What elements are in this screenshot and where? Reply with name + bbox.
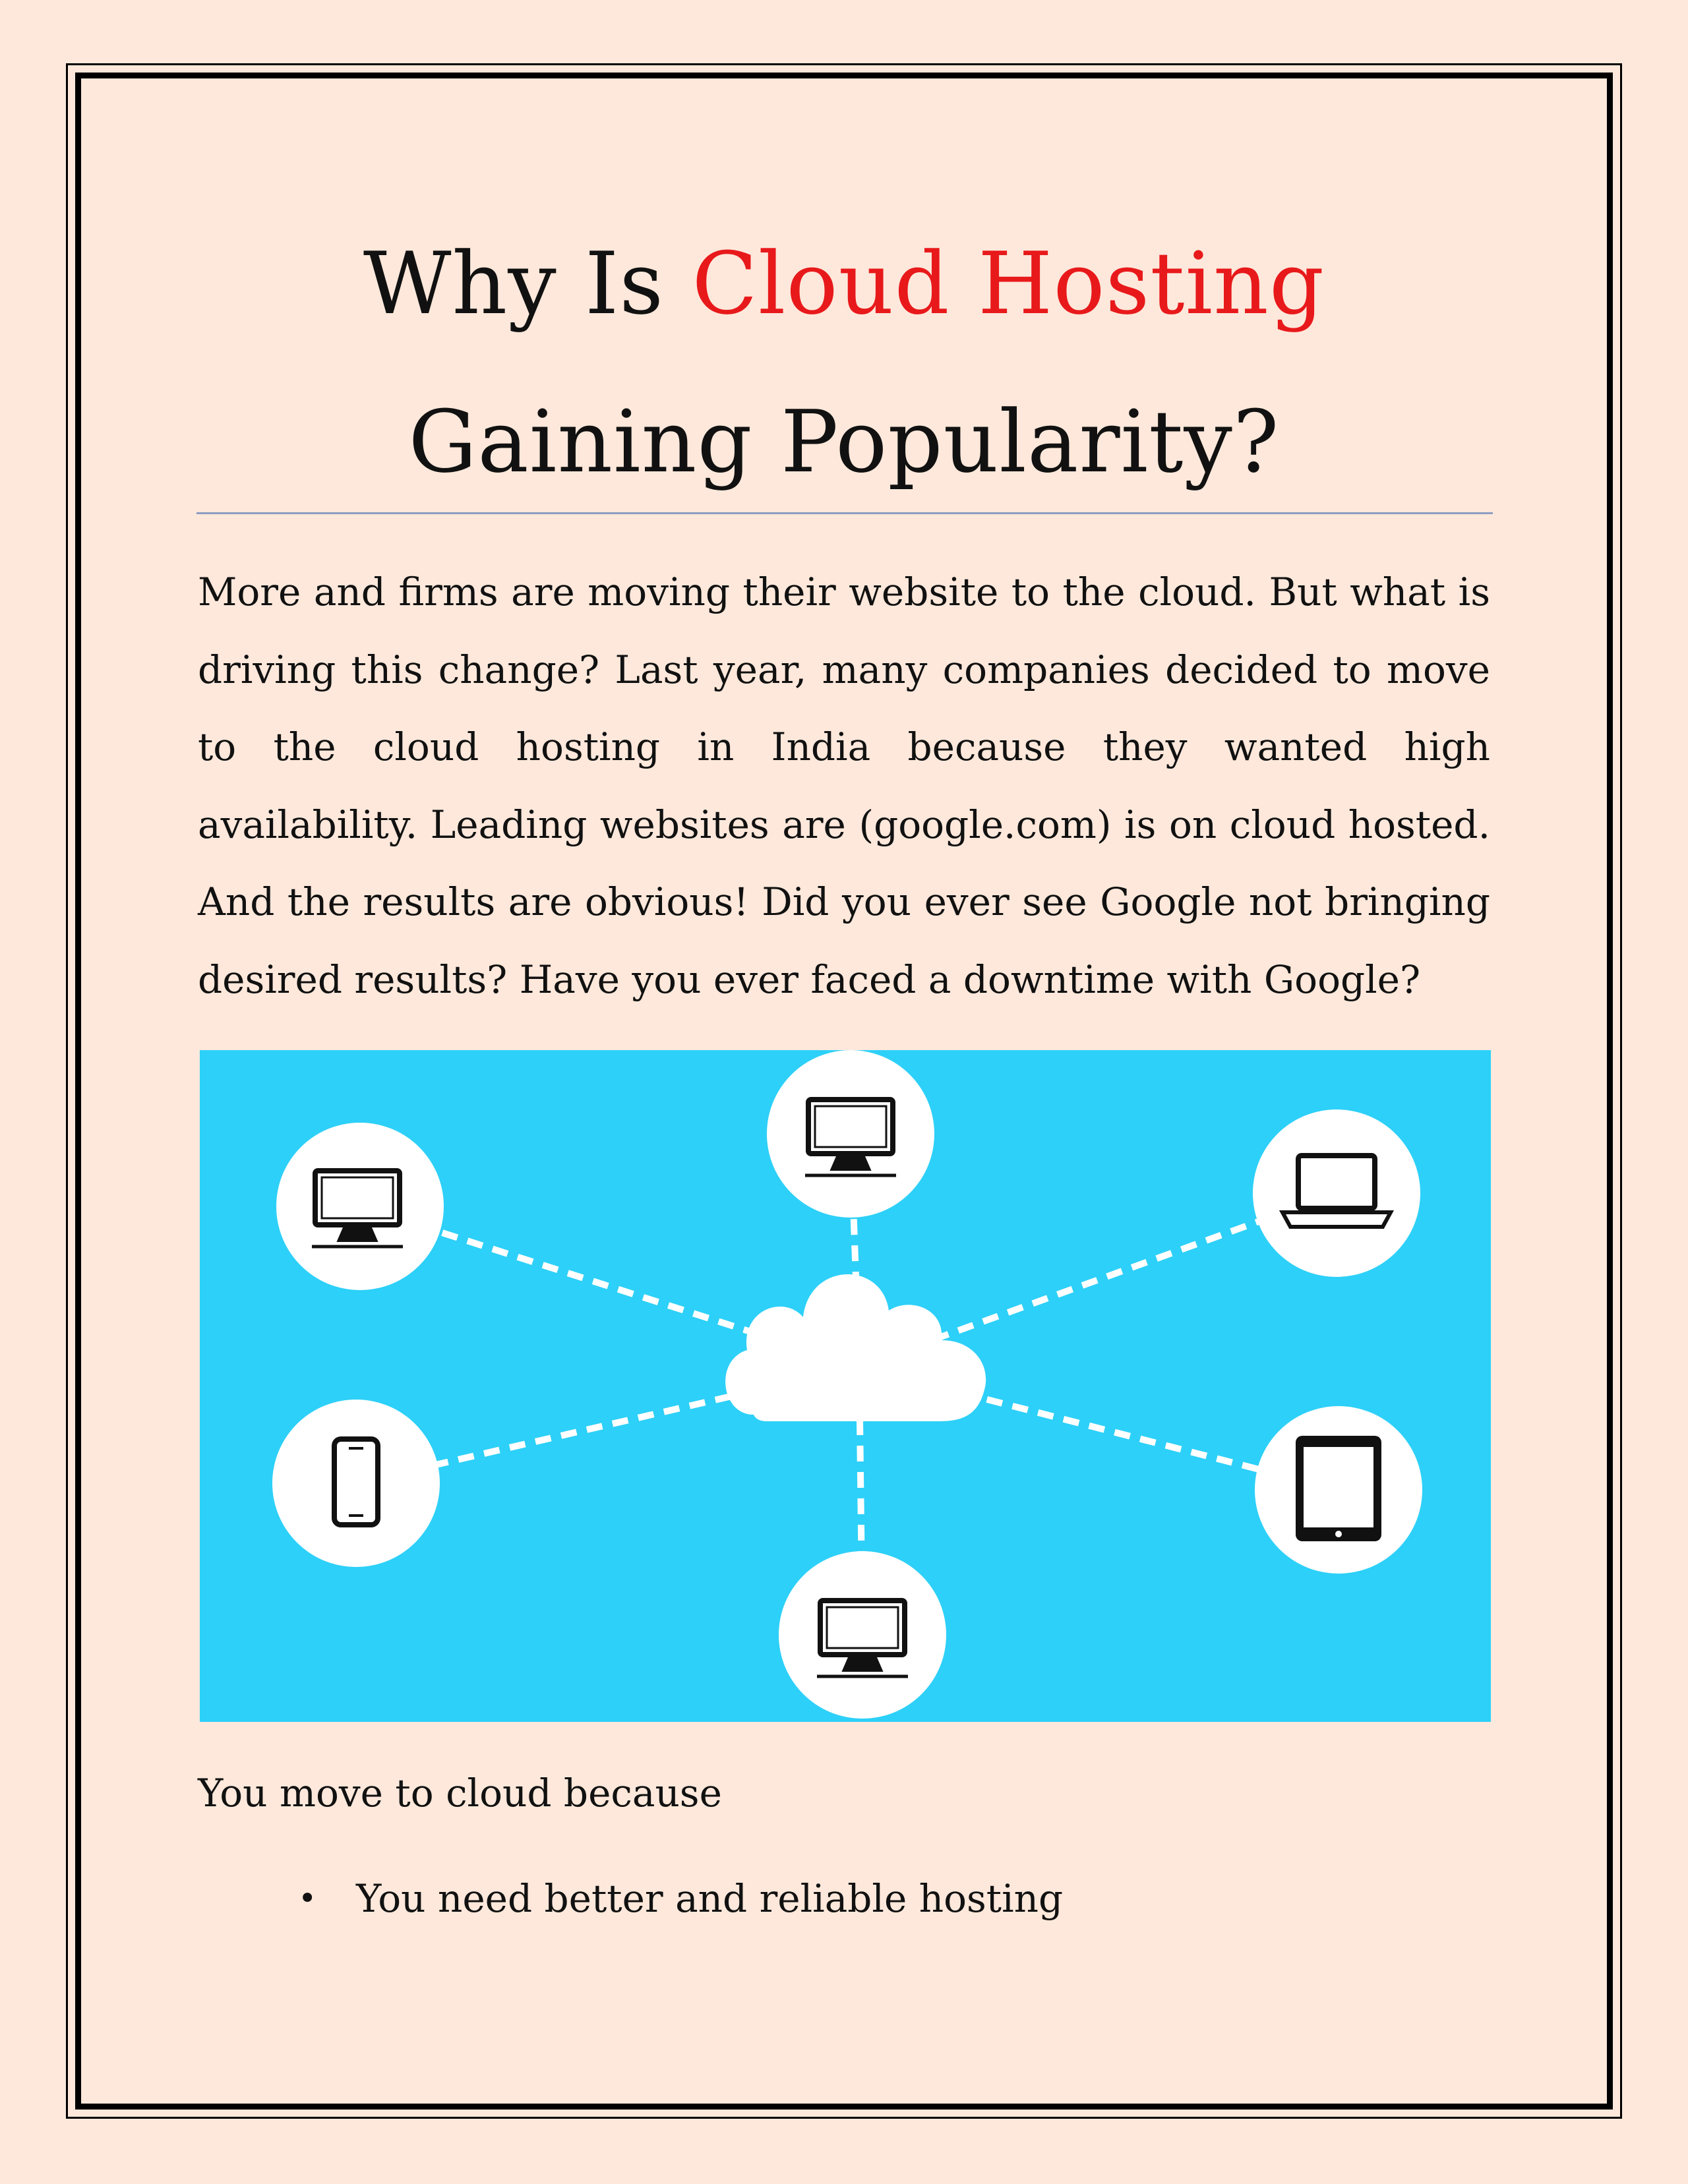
list-item-text: You need better and reliable hosting — [356, 1876, 1064, 1921]
device-node-middle-left-phone — [272, 1400, 440, 1567]
title-divider — [196, 512, 1493, 514]
lead-sentence: You move to cloud because — [198, 1771, 722, 1815]
cloud-icon — [725, 1274, 986, 1421]
device-node-top-right-laptop — [1253, 1109, 1420, 1277]
list-item — [284, 1866, 1490, 1932]
device-node-bottom-center-desktop — [779, 1551, 946, 1719]
bullet-marker: • — [298, 1880, 317, 1917]
tablet-icon — [1296, 1436, 1381, 1541]
cloud-network-illustration — [200, 1050, 1491, 1722]
page-title — [198, 204, 1490, 521]
device-node-middle-right-tablet — [1255, 1406, 1422, 1574]
reason-list — [284, 1866, 1490, 1932]
intro-paragraph: More and firms are moving their website to the cloud. But what is driving this change? Last year, many companies decided to move to the cloud hosting in India because they wanted high availability. Leading websites are (google.com) is on cloud hosted. And the results are obvious! Did you ever see Google not bringing desired results? Have you ever faced a downtime with Google? — [198, 570, 1490, 1002]
device-node-top-left-desktop — [276, 1123, 444, 1290]
title-lead: Why Is — [363, 233, 692, 334]
title-tail: Gaining Popularity? — [408, 392, 1280, 492]
title-highlight: Cloud Hosting — [692, 233, 1325, 334]
device-node-top-center-desktop — [767, 1050, 934, 1218]
